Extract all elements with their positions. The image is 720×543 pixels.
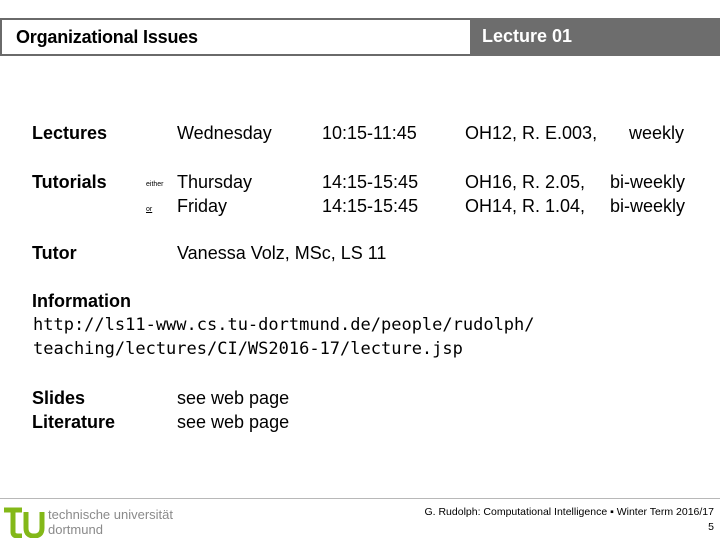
tutorial-prefix-or: or bbox=[146, 206, 153, 213]
slides-value: see web page bbox=[177, 388, 290, 408]
header-lecture-box bbox=[470, 18, 720, 56]
lectures-time: 10:15-11:45 bbox=[322, 123, 417, 143]
university-name-line-2: dortmund bbox=[48, 522, 103, 537]
page-number: 5 bbox=[708, 521, 714, 533]
university-name-line-1: technische universität bbox=[48, 507, 174, 522]
literature-value: see web page bbox=[177, 412, 290, 432]
tutorial-frequency-1: bi-weekly bbox=[610, 172, 686, 192]
information-label: Information bbox=[32, 291, 131, 311]
tutorial-day-2: Friday bbox=[177, 196, 228, 216]
literature-label: Literature bbox=[32, 412, 116, 432]
lectures-room: OH12, R. E.003, bbox=[465, 123, 598, 143]
tutorial-time-2: 14:15-15:45 bbox=[322, 196, 419, 216]
lectures-day: Wednesday bbox=[177, 123, 272, 143]
tutorial-prefix-either: either bbox=[146, 181, 164, 188]
tutorial-room-1: OH16, R. 2.05, bbox=[465, 172, 586, 192]
tutor-name: Vanessa Volz, MSc, LS 11 bbox=[177, 243, 387, 263]
tu-dortmund-logo bbox=[2, 504, 46, 543]
lectures-label: Lectures bbox=[32, 123, 108, 143]
tutorial-frequency-2: bi-weekly bbox=[610, 196, 686, 216]
tutorial-time-1: 14:15-15:45 bbox=[322, 172, 419, 192]
header-title-box bbox=[0, 18, 470, 56]
tutorials-label: Tutorials bbox=[32, 172, 107, 192]
slides-label: Slides bbox=[32, 388, 86, 408]
lecture-number: Lecture 01 bbox=[482, 26, 573, 46]
information-url-line-2[interactable]: teaching/lectures/CI/WS2016-17/lecture.jsp bbox=[33, 339, 463, 359]
footer-divider bbox=[0, 498, 720, 499]
lectures-frequency: weekly bbox=[629, 123, 685, 143]
tutorial-day-1: Thursday bbox=[177, 172, 253, 192]
tutor-label: Tutor bbox=[32, 243, 77, 263]
tu-logo-icon bbox=[2, 504, 46, 538]
footer-credit: G. Rudolph: Computational Intelligence ▪ Winter Term 2016/17 bbox=[424, 506, 714, 518]
tutorial-room-2: OH14, R. 1.04, bbox=[465, 196, 586, 216]
information-url-line-1[interactable]: http://ls11-www.cs.tu-dortmund.de/people/rudolph/ bbox=[33, 315, 535, 335]
slide-title: Organizational Issues bbox=[16, 27, 198, 47]
